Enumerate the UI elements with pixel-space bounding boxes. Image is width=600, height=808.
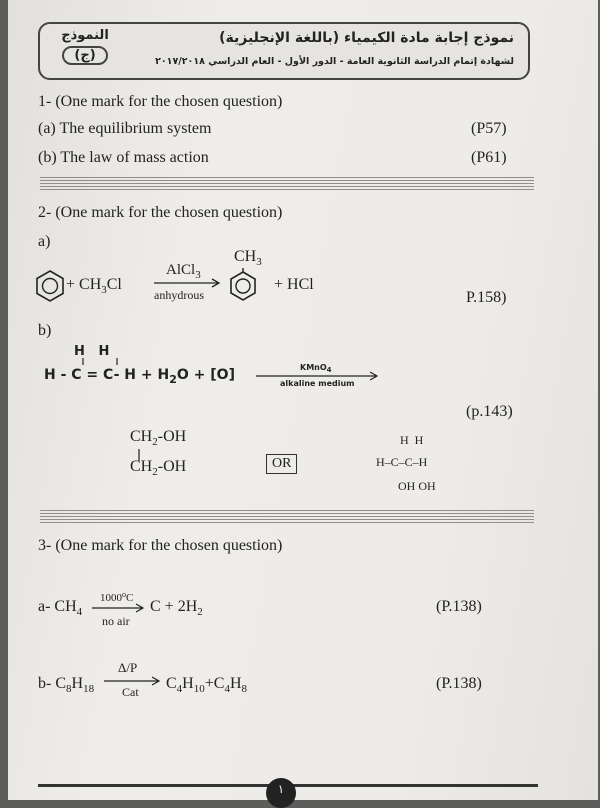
q3-b-ref: (P.138)	[436, 675, 482, 692]
separator-2	[40, 510, 534, 524]
model-code: (ج)	[62, 46, 107, 65]
q3-a-condition: no air	[102, 614, 130, 628]
model-label: النموذج	[61, 28, 109, 43]
q2-b-ref: (p.143)	[466, 403, 513, 420]
q1-a-ref: (P57)	[471, 120, 507, 137]
q2-product1-line2: $CH_2-OH$	[130, 458, 187, 478]
q2-b-medium: alkaline medium	[280, 379, 355, 388]
q2-b-label: b)	[38, 322, 52, 339]
q1-a-label: (a) The equilibrium system	[38, 120, 212, 137]
q3-b-heat: Δ/P	[118, 660, 138, 675]
q2-b-reagent: KMnO4	[300, 363, 332, 374]
q3-b-catalyst: Cat	[122, 685, 139, 699]
q2-a-condition: anhydrous	[154, 288, 204, 302]
q2-heading: 2- (One mark for the chosen question)	[38, 204, 283, 221]
q1-b-label: (b) The law of mass action	[38, 149, 209, 166]
q3-a-arrow	[92, 603, 148, 613]
header-box	[38, 22, 530, 80]
benzene-ring-icon	[32, 268, 68, 304]
q2-a-catalyst: AlCl$_3$	[166, 262, 201, 281]
q3-b-products: $C_4H_{10}+C_4H_8$	[166, 675, 247, 695]
q3-b-reactant: b- $C_8H_{18}$	[38, 675, 95, 695]
q2-b-reaction: H - C = C- $H + H_2O + [O]$	[44, 367, 235, 386]
q2-a-arrow	[154, 278, 224, 288]
q2-a-hcl: + HCl	[274, 276, 314, 293]
q2-product2-bottom: OH OH	[398, 479, 436, 493]
q3-a-ref: (P.138)	[436, 598, 482, 615]
q2-a-label: a)	[38, 233, 51, 250]
q1-b-ref: (P61)	[471, 149, 507, 166]
q3-a-products: $C + 2H_2$	[150, 598, 203, 618]
q3-a-temperature: 1000$^o$C	[100, 590, 134, 604]
q2-b-bonds	[80, 358, 120, 366]
model-label-box	[50, 28, 120, 65]
q2-a-methyl: $CH_3$	[234, 248, 262, 268]
header-title: نموذج إجابة مادة الكيمياء (باللغة الإنجليزية)	[219, 30, 514, 46]
q2-product2-top: H H	[400, 433, 424, 447]
header-subtitle: لشهادة إتمام الدراسة الثانوية العامة - الدور الأول - العام الدراسي ٢٠١٧/٢٠١٨	[155, 56, 514, 67]
q2-product1-line1: $CH_2-OH$	[130, 428, 187, 448]
separator-1	[40, 177, 534, 191]
toluene-ring-icon	[228, 268, 258, 304]
q3-heading: 3- (One mark for the chosen question)	[38, 537, 283, 554]
answer-sheet	[8, 0, 598, 800]
q1-heading: 1- (One mark for the chosen question)	[38, 93, 283, 110]
q2-a-reactant: + $CH_3Cl$	[66, 276, 122, 296]
q2-b-hydrogens: H H	[74, 344, 110, 359]
q2-product2-mid: H–C–C–H	[376, 455, 428, 469]
q2-a-ref: P.158)	[466, 289, 507, 306]
q3-a-reactant: a- $CH_4$	[38, 598, 83, 618]
page-number: ١	[266, 778, 296, 808]
or-box: OR	[266, 454, 297, 474]
